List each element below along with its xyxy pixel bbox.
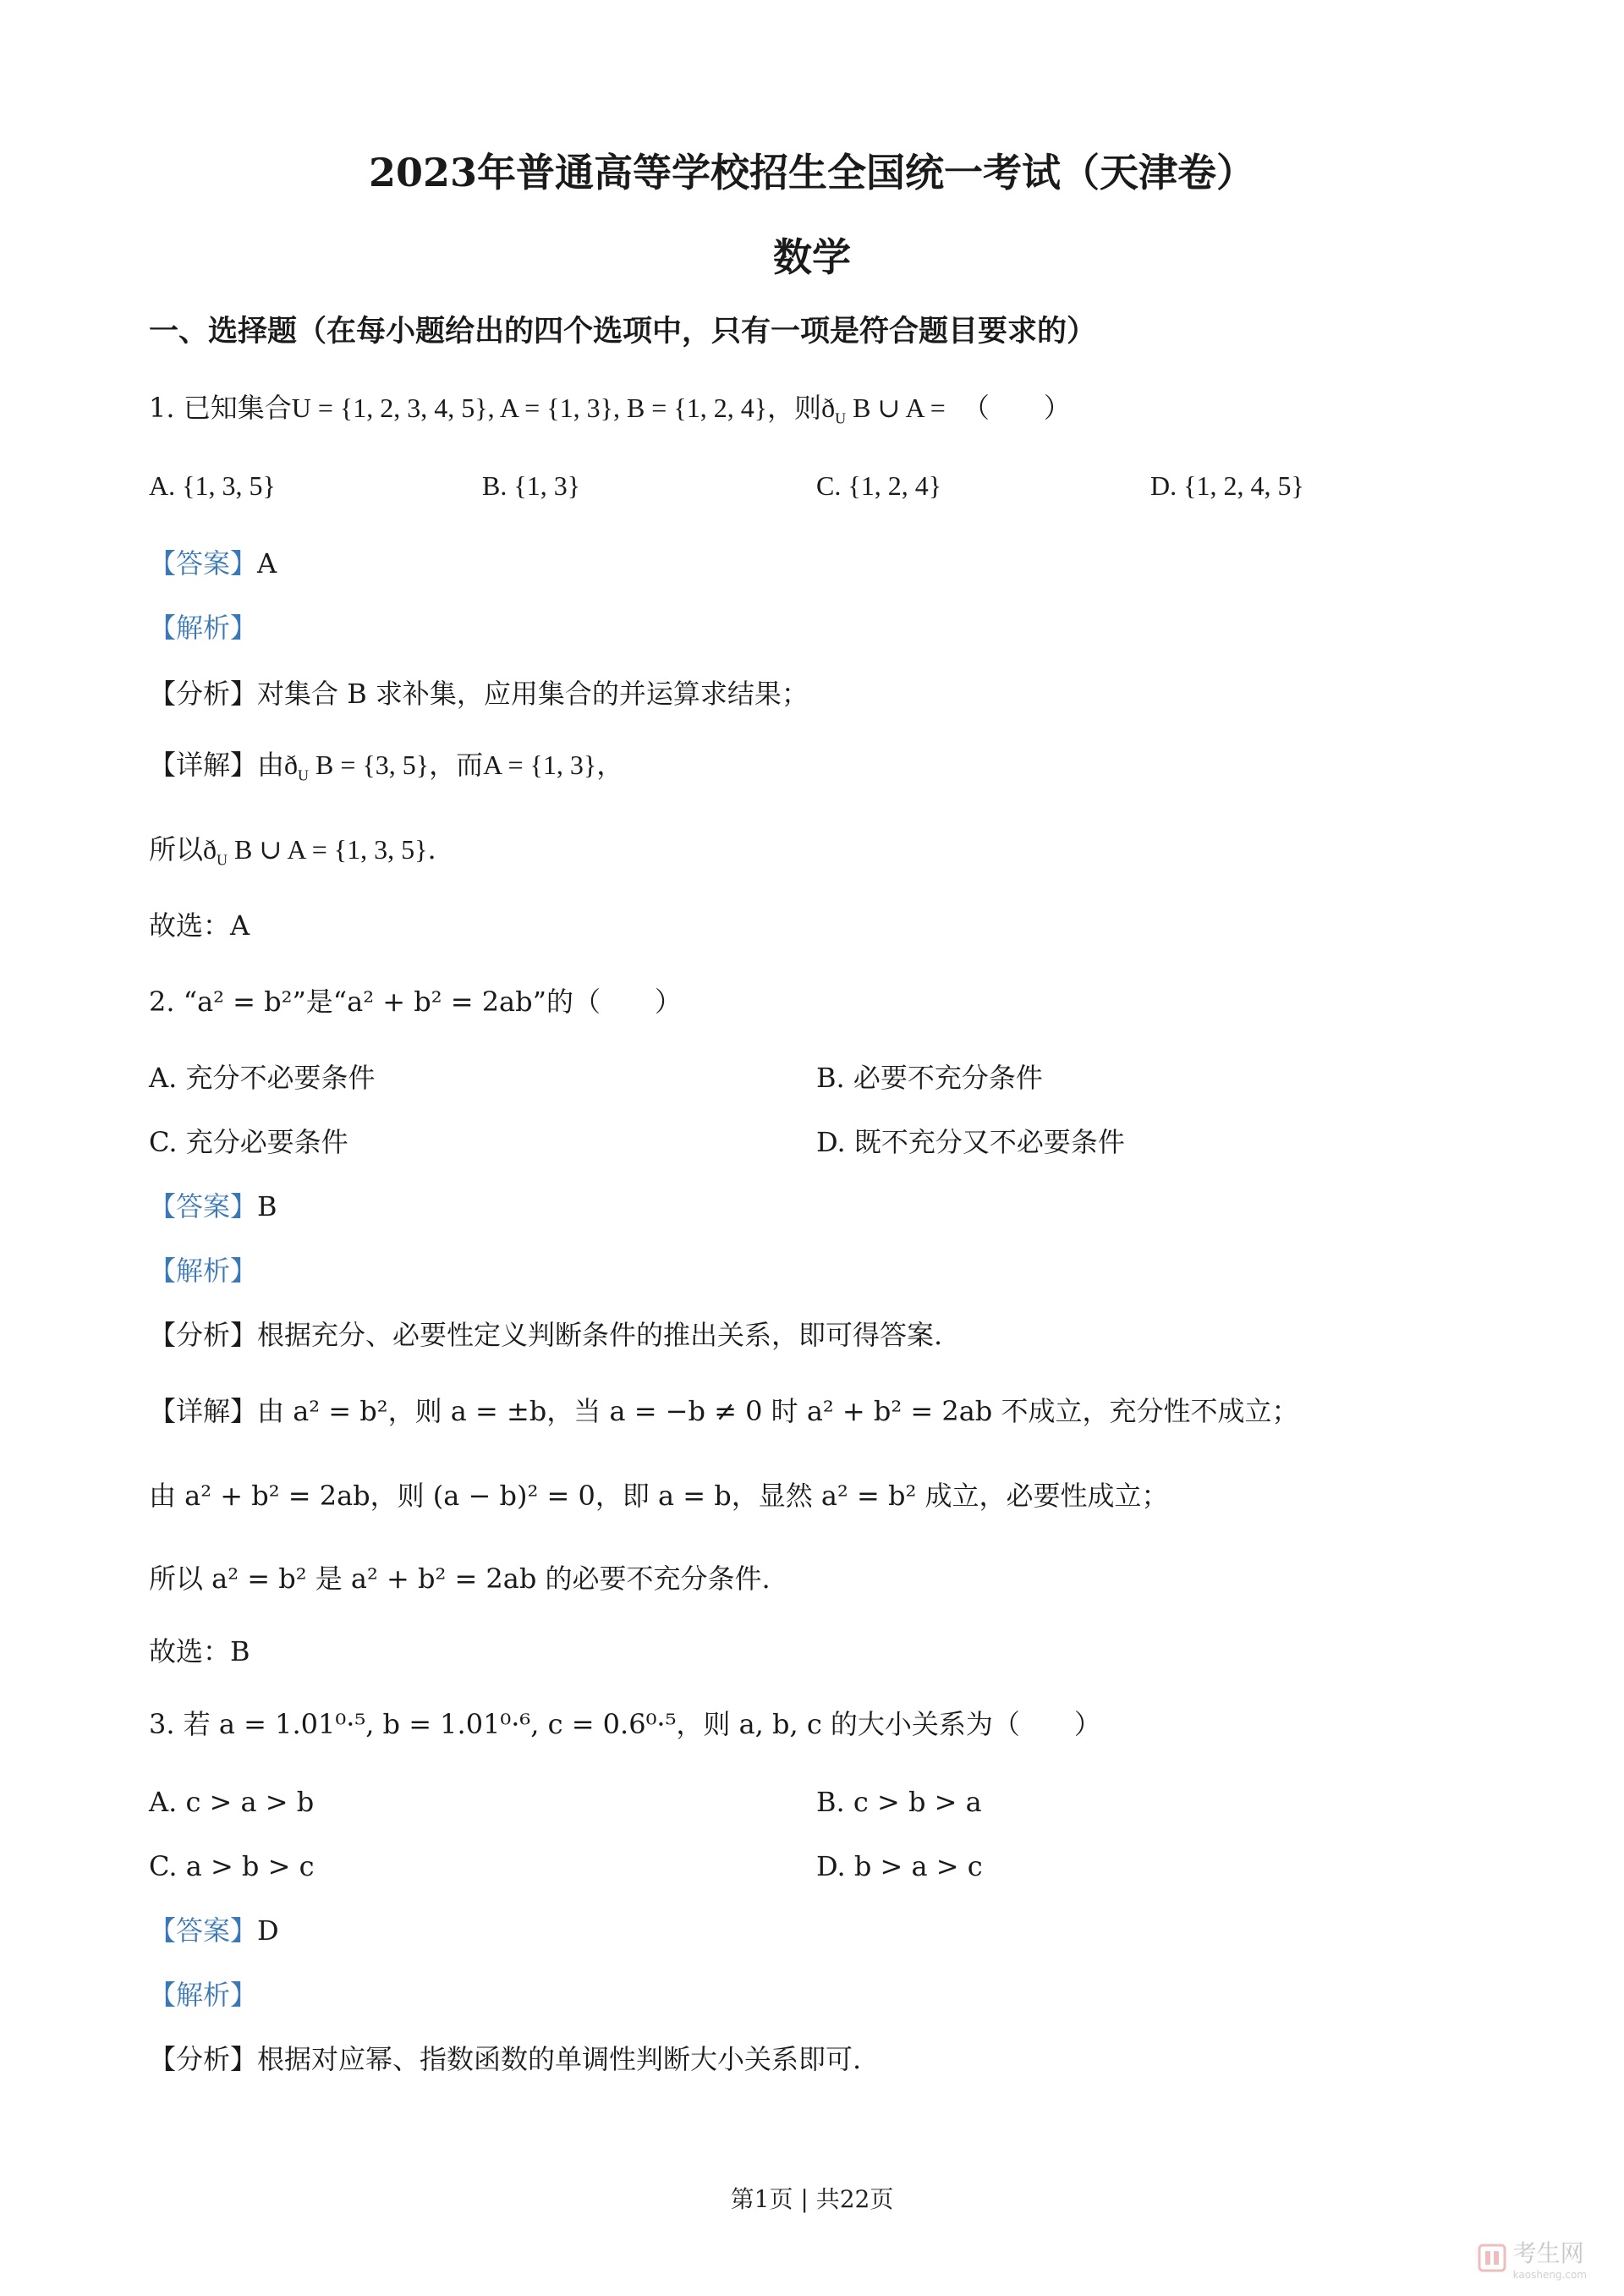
- q1-detail-text-2: ，而: [429, 749, 484, 781]
- q3-option-b: B. c > b > a: [816, 1786, 982, 1818]
- q2-option-a: A. 充分不必要条件: [149, 1062, 376, 1094]
- q1-stem-math: U = {1, 2, 3, 4, 5}, A = {1, 3}, B = {1, 2, 4}: [291, 393, 768, 423]
- q1-blank: （ ）: [962, 392, 1071, 424]
- q2-stem: 2. “a² = b²”是“a² + b² = 2ab”的（ ）: [149, 986, 682, 1018]
- q1-detail-complement-sub: U: [298, 766, 310, 784]
- q1-option-d: D. {1, 2, 4, 5}: [1150, 470, 1304, 501]
- q1-option-a: A. {1, 3, 5}: [149, 470, 276, 501]
- q1-analysis-tag: 【解析】: [149, 612, 258, 644]
- q2-detail-line-2: 由 a² + b² = 2ab，则 (a − b)² = 0，即 a = b，显然 a² = b² 成立，必要性成立；: [149, 1480, 1169, 1512]
- q2-answer-value: B: [257, 1190, 277, 1222]
- q1-complement-symbol: ð: [821, 393, 836, 423]
- q3-fenxi: [149, 2042, 861, 2076]
- q1-detail-text: 由: [257, 749, 285, 781]
- q1-detail2-complement-sub: U: [217, 851, 228, 869]
- watermark-text-block: [1513, 2235, 1587, 2281]
- q2-answer: [149, 1189, 277, 1223]
- q1-stem-text: 1. 已知集合: [149, 392, 292, 424]
- q3-option-d: D. b > a > c: [816, 1850, 983, 1882]
- q1-choose: 故选：A: [149, 909, 250, 942]
- q2-detail-line-1: [149, 1394, 1298, 1428]
- q1-stem-text-2: ，则: [767, 392, 822, 424]
- q3-analysis-tag: 【解析】: [149, 1979, 258, 2011]
- q2-fenxi-text: 根据充分、必要性定义判断条件的推出关系，即可得答案.: [257, 1319, 943, 1351]
- q1-option-c: C. {1, 2, 4}: [816, 470, 942, 501]
- q3-stem: 3. 若 a = 1.01⁰·⁵, b = 1.01⁰·⁶, c = 0.6⁰·⁵，则 a, b, c 的大小关系为（ ）: [149, 1708, 1101, 1740]
- page-number: 第1页 | 共22页: [730, 2185, 894, 2213]
- section-heading: 一、选择题（在每小题给出的四个选项中，只有一项是符合题目要求的）: [149, 314, 1097, 349]
- detail-tag: 【详解】: [149, 1395, 258, 1427]
- watermark: [1478, 2235, 1587, 2281]
- q1-detail-line-2: [149, 832, 436, 876]
- watermark-subtext: kaosheng.com: [1512, 2269, 1587, 2281]
- watermark-text: 考生网: [1512, 2239, 1584, 2267]
- q1-complement-sub: U: [835, 409, 847, 427]
- watermark-logo-icon: [1478, 2244, 1506, 2272]
- q3-fenxi-text: 根据对应幂、指数函数的单调性判断大小关系即可.: [257, 2043, 862, 2075]
- q1-detail-text-3: ，: [596, 749, 624, 781]
- q1-detail2-end: .: [427, 833, 436, 865]
- answer-tag: 【答案】: [149, 1914, 258, 1947]
- q1-detail2-math: B ∪ A = {1, 3, 5}: [228, 834, 428, 865]
- fenxi-tag: 【分析】: [149, 678, 258, 710]
- detail-tag: 【详解】: [149, 749, 258, 781]
- q1-stem-expr: B ∪ A =: [846, 393, 946, 423]
- q1-detail2-text: 所以: [149, 833, 204, 865]
- q1-answer: [149, 547, 277, 580]
- q1-detail-math-2: A = {1, 3}: [483, 750, 597, 780]
- answer-tag: 【答案】: [149, 1190, 258, 1222]
- q1-detail-math: B = {3, 5}: [309, 750, 430, 780]
- document-title: 2023年普通高等学校招生全国统一考试（天津卷）: [368, 150, 1256, 195]
- q2-choose: 故选：B: [149, 1635, 250, 1667]
- q3-option-c: C. a > b > c: [149, 1850, 315, 1882]
- subject-title: 数学: [773, 234, 851, 280]
- q2-analysis-tag: 【解析】: [149, 1255, 258, 1287]
- q1-detail-complement: ð: [284, 750, 299, 780]
- q1-detail-line-1: [149, 748, 623, 792]
- q1-fenxi-text: 对集合 B 求补集，应用集合的并运算求结果；: [257, 678, 809, 710]
- q3-answer-value: D: [257, 1914, 279, 1947]
- q2-detail-line-3: 所以 a² = b² 是 a² + b² = 2ab 的必要不充分条件.: [149, 1563, 771, 1595]
- q3-answer: [149, 1914, 279, 1947]
- q2-option-d: D. 既不充分又不必要条件: [816, 1126, 1125, 1158]
- q2-detail1-text: 由 a² = b²，则 a = ±b，当 a = −b ≠ 0 时 a² + b² = 2ab 不成立，充分性不成立；: [257, 1395, 1299, 1427]
- q1-stem: [149, 391, 1071, 435]
- q2-fenxi: [149, 1318, 942, 1352]
- fenxi-tag: 【分析】: [149, 1319, 258, 1351]
- q3-option-a: A. c > a > b: [149, 1786, 315, 1818]
- q1-option-b: B. {1, 3}: [482, 470, 581, 501]
- q2-option-b: B. 必要不充分条件: [816, 1062, 1043, 1094]
- q1-answer-value: A: [257, 547, 277, 579]
- answer-tag: 【答案】: [149, 547, 258, 579]
- q2-option-c: C. 充分必要条件: [149, 1126, 348, 1158]
- q1-detail2-complement: ð: [203, 834, 217, 865]
- fenxi-tag: 【分析】: [149, 2043, 258, 2075]
- q1-fenxi: [149, 677, 809, 711]
